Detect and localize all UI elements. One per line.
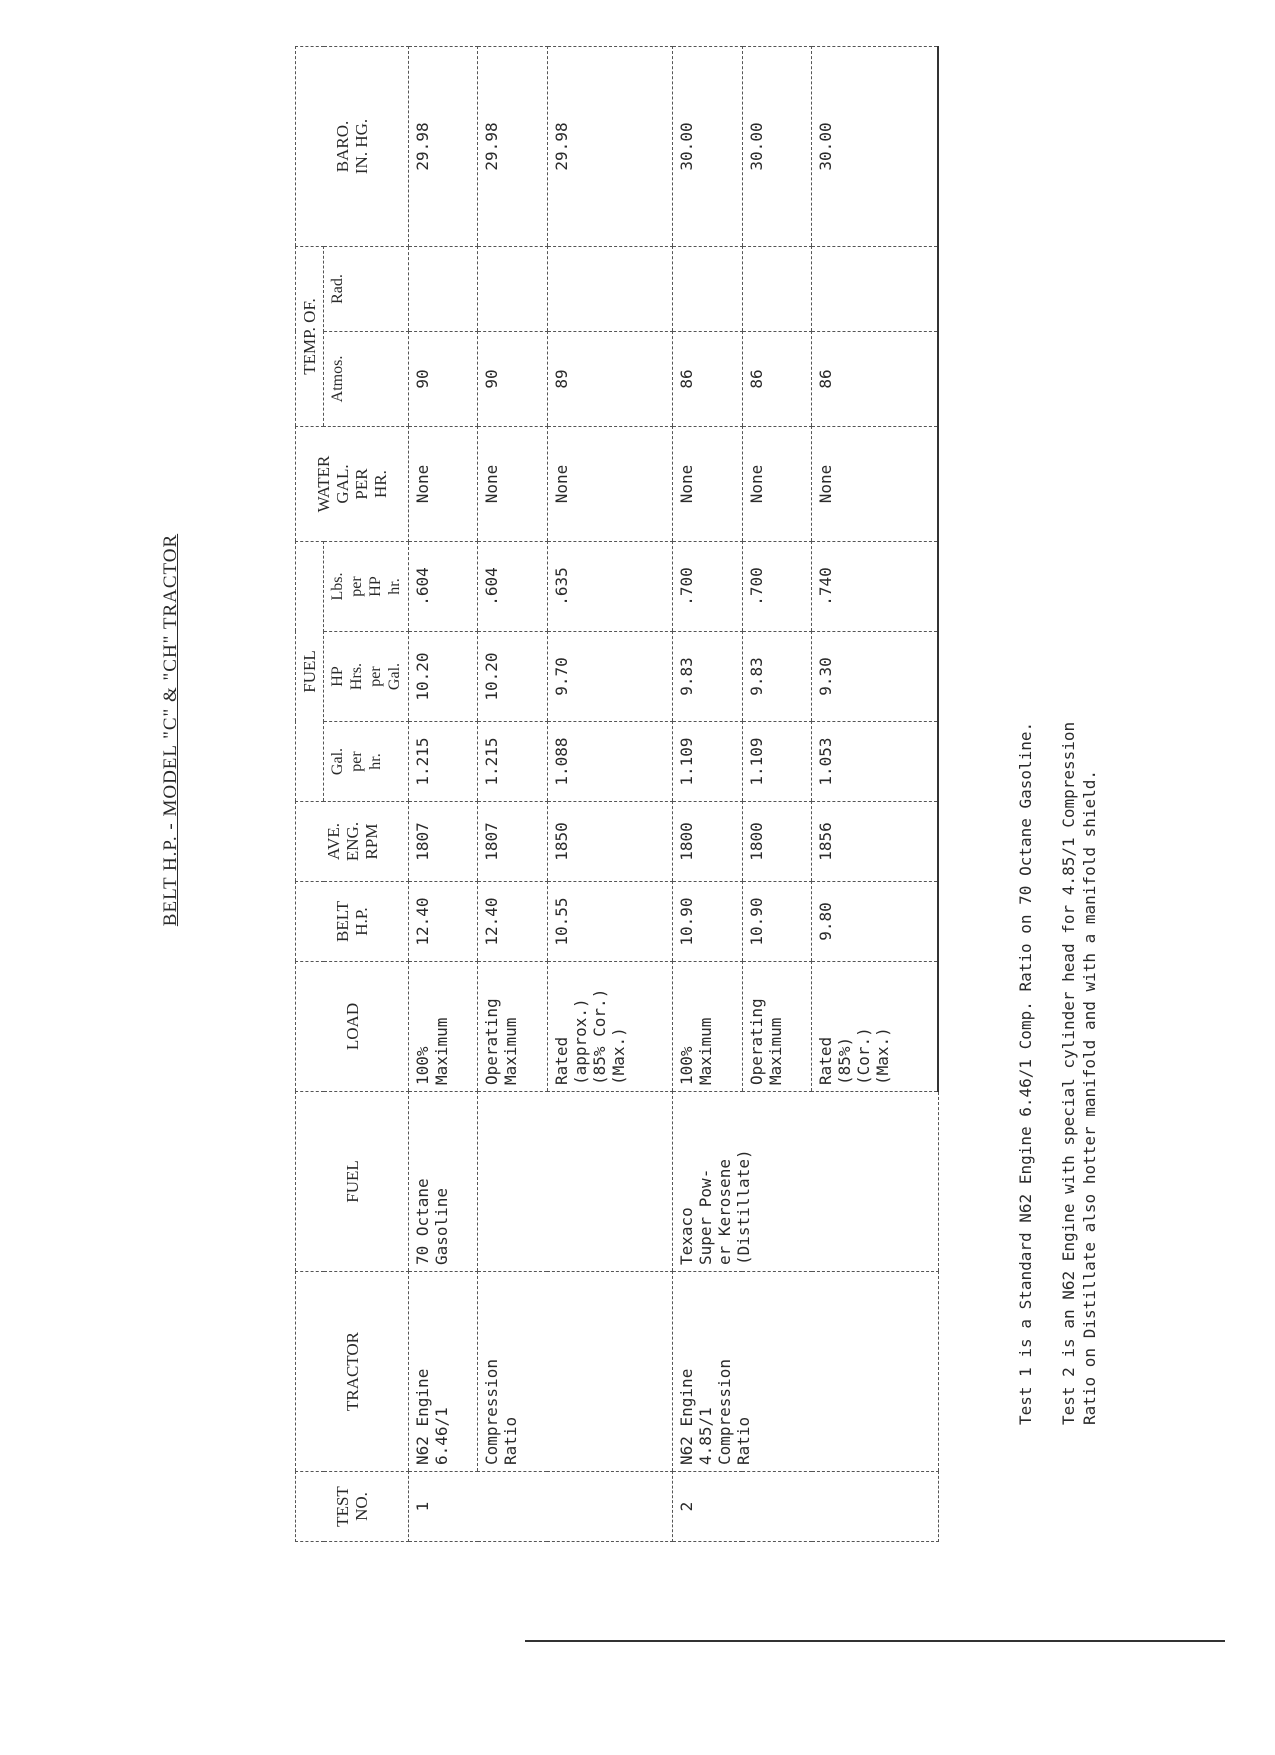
header-hp-hrs-per-gal: HP Hrs. per Gal. (324, 632, 409, 722)
water-cell: None (742, 427, 811, 542)
lbs-hp-hr-cell: .604 (478, 542, 547, 632)
tractor-cell: Compression Ratio (478, 1272, 673, 1472)
lbs-hp-hr-cell: .604 (409, 542, 478, 632)
header-row-1 (296, 46, 324, 1541)
belt-hp-cell: 12.40 (409, 882, 478, 962)
bottom-rule (525, 1640, 1225, 1642)
test-no-cell: 2 (673, 1472, 938, 1542)
footnote-test-1: Test 1 is a Standard N62 Engine 6.46/1 Comp. Ratio on 70 Octane Gasoline. (1016, 721, 1035, 1425)
gal-hr-cell: 1.109 (742, 722, 811, 802)
header-belt-hp: BELT H.P. (296, 882, 409, 962)
water-cell: None (409, 427, 478, 542)
gal-hr-cell: 1.088 (547, 722, 673, 802)
header-gal-per-hr: Gal. per hr. (324, 722, 409, 802)
water-cell: None (673, 427, 742, 542)
header-lbs-per-hp-hr: Lbs. per HP hr. (324, 542, 409, 632)
belt-hp-cell: 10.90 (673, 882, 742, 962)
belt-hp-cell: 10.90 (742, 882, 811, 962)
header-rad: Rad. (324, 246, 409, 331)
hp-hrs-gal-cell: 10.20 (478, 632, 547, 722)
rad-cell (742, 246, 811, 331)
baro-cell: 29.98 (409, 46, 478, 246)
footnote-test-2: Test 2 is an N62 Engine with special cylinder head for 4.85/1 Compression Ratio on Distillate also hotter manifold and with a manifold shield. (1059, 721, 1099, 1425)
table-row (673, 46, 742, 1541)
belt-hp-table (295, 46, 939, 1542)
header-water: WATER GAL. PER HR. (296, 427, 409, 542)
header-test-no: TEST NO. (296, 1472, 409, 1542)
rpm-cell: 1800 (673, 802, 742, 882)
hp-hrs-gal-cell: 9.83 (673, 632, 742, 722)
hp-hrs-gal-cell: 9.70 (547, 632, 673, 722)
rpm-cell: 1807 (409, 802, 478, 882)
water-cell: None (478, 427, 547, 542)
table-row (409, 46, 478, 1541)
atmos-cell: 90 (478, 332, 547, 427)
fuel-cell: Texaco Super Pow- er Kerosene (Distillate) (673, 1092, 938, 1272)
belt-hp-cell: 9.80 (812, 882, 938, 962)
load-cell: 100% Maximum (673, 962, 742, 1092)
header-fuel-group: FUEL (296, 542, 324, 802)
atmos-cell: 86 (812, 332, 938, 427)
load-cell: Operating Maximum (742, 962, 811, 1092)
atmos-cell: 86 (742, 332, 811, 427)
table-row (478, 46, 547, 1541)
header-fuel: FUEL (296, 1092, 409, 1272)
gal-hr-cell: 1.215 (409, 722, 478, 802)
atmos-cell: 89 (547, 332, 673, 427)
baro-cell: 29.98 (547, 46, 673, 246)
gal-hr-cell: 1.053 (812, 722, 938, 802)
belt-hp-cell: 12.40 (478, 882, 547, 962)
hp-hrs-gal-cell: 9.83 (742, 632, 811, 722)
water-cell: None (812, 427, 938, 542)
header-atmos: Atmos. (324, 332, 409, 427)
lbs-hp-hr-cell: .635 (547, 542, 673, 632)
gal-hr-cell: 1.215 (478, 722, 547, 802)
lbs-hp-hr-cell: .700 (673, 542, 742, 632)
rad-cell (478, 246, 547, 331)
lbs-hp-hr-cell: .740 (812, 542, 938, 632)
gal-hr-cell: 1.109 (673, 722, 742, 802)
load-cell: Rated (approx.) (85% Cor.) (Max.) (547, 962, 673, 1092)
hp-hrs-gal-cell: 10.20 (409, 632, 478, 722)
tractor-cell: N62 Engine 6.46/1 (409, 1272, 478, 1472)
fuel-cell (478, 1092, 673, 1272)
rad-cell (812, 246, 938, 331)
baro-cell: 30.00 (742, 46, 811, 246)
footnotes (1015, 125, 1122, 1425)
load-cell: Operating Maximum (478, 962, 547, 1092)
header-load: LOAD (296, 962, 409, 1092)
baro-cell: 29.98 (478, 46, 547, 246)
baro-cell: 30.00 (673, 46, 742, 246)
rpm-cell: 1856 (812, 802, 938, 882)
load-cell: Rated (85%) (Cor.) (Max.) (812, 962, 938, 1092)
hp-hrs-gal-cell: 9.30 (812, 632, 938, 722)
water-cell: None (547, 427, 673, 542)
page-title: BELT H.P. - MODEL "C" & "CH" TRACTOR (160, 533, 181, 927)
test-no-cell: 1 (409, 1472, 673, 1542)
rad-cell (547, 246, 673, 331)
lbs-hp-hr-cell: .700 (742, 542, 811, 632)
header-tractor: TRACTOR (296, 1272, 409, 1472)
rpm-cell: 1807 (478, 802, 547, 882)
rpm-cell: 1850 (547, 802, 673, 882)
header-ave-eng-rpm: AVE. ENG. RPM (296, 802, 409, 882)
tractor-cell: N62 Engine 4.85/1 Compression Ratio (673, 1272, 938, 1472)
header-baro: BARO. IN. HG. (296, 46, 409, 246)
header-temp-group: TEMP. OF. (296, 246, 324, 426)
rad-cell (673, 246, 742, 331)
fuel-cell: 70 Octane Gasoline (409, 1092, 478, 1272)
baro-cell: 30.00 (812, 46, 938, 246)
belt-hp-cell: 10.55 (547, 882, 673, 962)
rad-cell (409, 246, 478, 331)
atmos-cell: 90 (409, 332, 478, 427)
load-cell: 100% Maximum (409, 962, 478, 1092)
rpm-cell: 1800 (742, 802, 811, 882)
atmos-cell: 86 (673, 332, 742, 427)
